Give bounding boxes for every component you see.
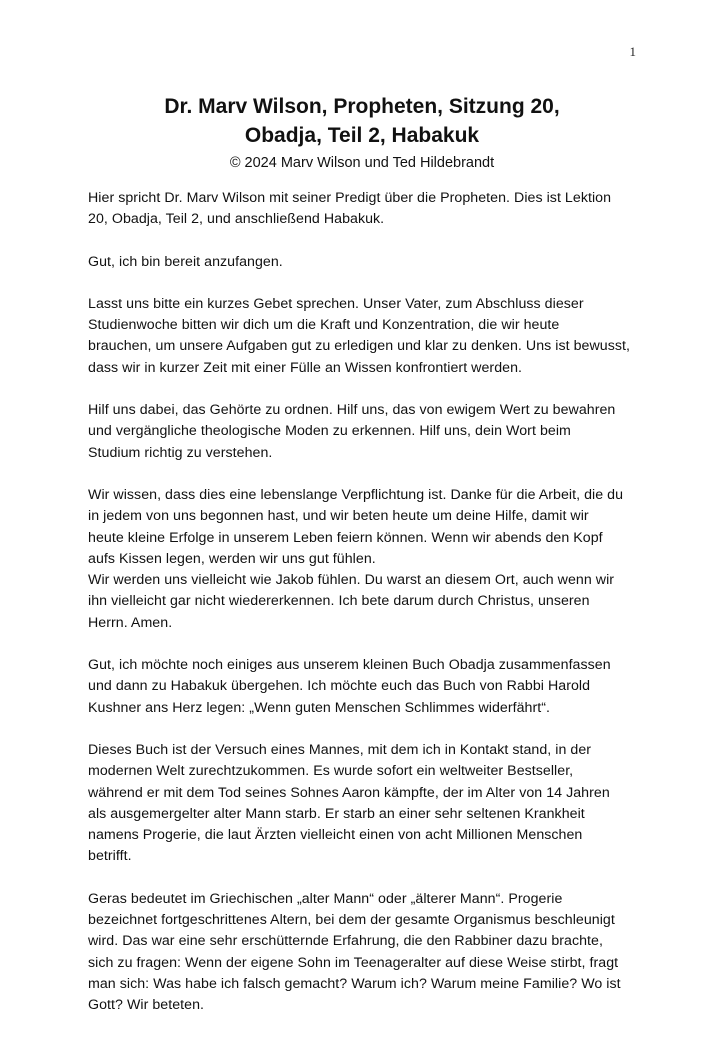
paragraph-obadja-summary [88, 655, 644, 719]
text-line: Gott? Wir beteten. [88, 997, 205, 1014]
paragraph-ready [88, 252, 644, 273]
text-line: Studienwoche bitten wir dich um die Kraft und Konzentration, die wir heute [88, 317, 560, 334]
text-line: Gut, ich bin bereit anzufangen. [88, 253, 283, 270]
text-line: Studium richtig zu verstehen. [88, 444, 273, 461]
text-line: betrifft. [88, 848, 132, 865]
text-line: als ausgemergelter alter Mann starb. Er starb an einer sehr seltenen Krankheit [88, 805, 585, 822]
text-line: brauchen, um unsere Aufgaben gut zu erledigen und klar zu denken. Uns ist bewusst, [88, 338, 630, 355]
text-line: dass wir in kurzer Zeit mit einer Fülle an Wissen konfrontiert werden. [88, 359, 523, 376]
text-line: 20, Obadja, Teil 2, und anschließend Habakuk. [88, 211, 385, 228]
text-line: Wir wissen, dass dies eine lebenslange Verpflichtung ist. Danke für die Arbeit, die du [88, 486, 624, 503]
paragraph-kushner-book [88, 740, 644, 868]
text-line: ihn vielleicht gar nicht wiedererkennen. Ich bete darum durch Christus, unseren [88, 593, 590, 610]
text-line: Hilf uns dabei, das Gehörte zu ordnen. Hilf uns, das von ewigem Wert zu bewahren [88, 402, 616, 419]
text-line: wird. Das war eine sehr erschütternde Erfahrung, die den Rabbiner dazu brachte, [88, 933, 603, 950]
document-title-line-2: Obadja, Teil 2, Habakuk [244, 124, 480, 147]
text-line: Dieses Buch ist der Versuch eines Mannes, mit dem ich in Kontakt stand, in der [88, 741, 592, 758]
title-block [88, 92, 636, 174]
page-number: 1 [629, 44, 636, 59]
text-line: und dann zu Habakuk übergehen. Ich möchte euch das Buch von Rabbi Harold [88, 678, 591, 695]
text-line: Gut, ich möchte noch einiges aus unserem kleinen Buch Obadja zusammenfassen [88, 657, 611, 674]
text-line: Herrn. Amen. [88, 614, 173, 631]
document-body [88, 188, 644, 1038]
text-line: namens Progerie, die laut Ärzten vielleicht einen von acht Millionen Menschen [88, 827, 583, 844]
text-line: Hier spricht Dr. Marv Wilson mit seiner Predigt über die Propheten. Dies ist Lektion [88, 190, 612, 206]
paragraph-prayer-1 [88, 294, 644, 379]
text-line: Geras bedeutet im Griechischen „alter Mann“ oder „älterer Mann“. Progerie [88, 890, 563, 907]
paragraph-progerie [88, 889, 644, 1017]
text-line: und vergängliche theologische Moden zu erkennen. Hilf uns, dein Wort beim [88, 423, 571, 440]
text-line: während er mit dem Tod seines Sohnes Aaron kämpfte, der im Alter von 14 Jahren [88, 784, 610, 801]
text-line: Wir werden uns vielleicht wie Jakob fühlen. Du warst an diesem Ort, auch wenn wir [88, 572, 615, 589]
text-line: bezeichnet fortgeschrittenes Altern, bei dem der gesamte Organismus beschleunigt [88, 912, 615, 929]
paragraph-intro [88, 188, 644, 231]
text-line: sich zu fragen: Wenn der eigene Sohn im Teenageralter auf diese Weise stirbt, fragt [88, 954, 619, 971]
document-title-line-1: Dr. Marv Wilson, Propheten, Sitzung 20, [164, 95, 560, 118]
text-line: Kushner ans Herz legen: „Wenn guten Menschen Schlimmes widerfährt“. [88, 699, 551, 716]
paragraph-prayer-2 [88, 400, 644, 464]
text-line: aufs Kissen legen, werden wir uns gut fühlen. [88, 550, 376, 567]
paragraph-prayer-4 [88, 570, 644, 634]
text-line: man sich: Was habe ich falsch gemacht? Warum ich? Warum meine Familie? Wo ist [88, 975, 621, 992]
copyright-notice: © 2024 Marv Wilson und Ted Hildebrandt [229, 155, 495, 171]
text-line: in jedem von uns begonnen hast, und wir beten heute um deine Hilfe, damit wir [88, 508, 589, 525]
text-line: modernen Welt zurechtzukommen. Es wurde sofort ein weltweiter Bestseller, [88, 763, 574, 780]
text-line: Lasst uns bitte ein kurzes Gebet sprechen. Unser Vater, zum Abschluss dieser [88, 295, 584, 312]
paragraph-prayer-3 [88, 485, 644, 570]
text-line: heute kleine Erfolge in unserem Leben feiern können. Wenn wir abends den Kopf [88, 529, 603, 546]
